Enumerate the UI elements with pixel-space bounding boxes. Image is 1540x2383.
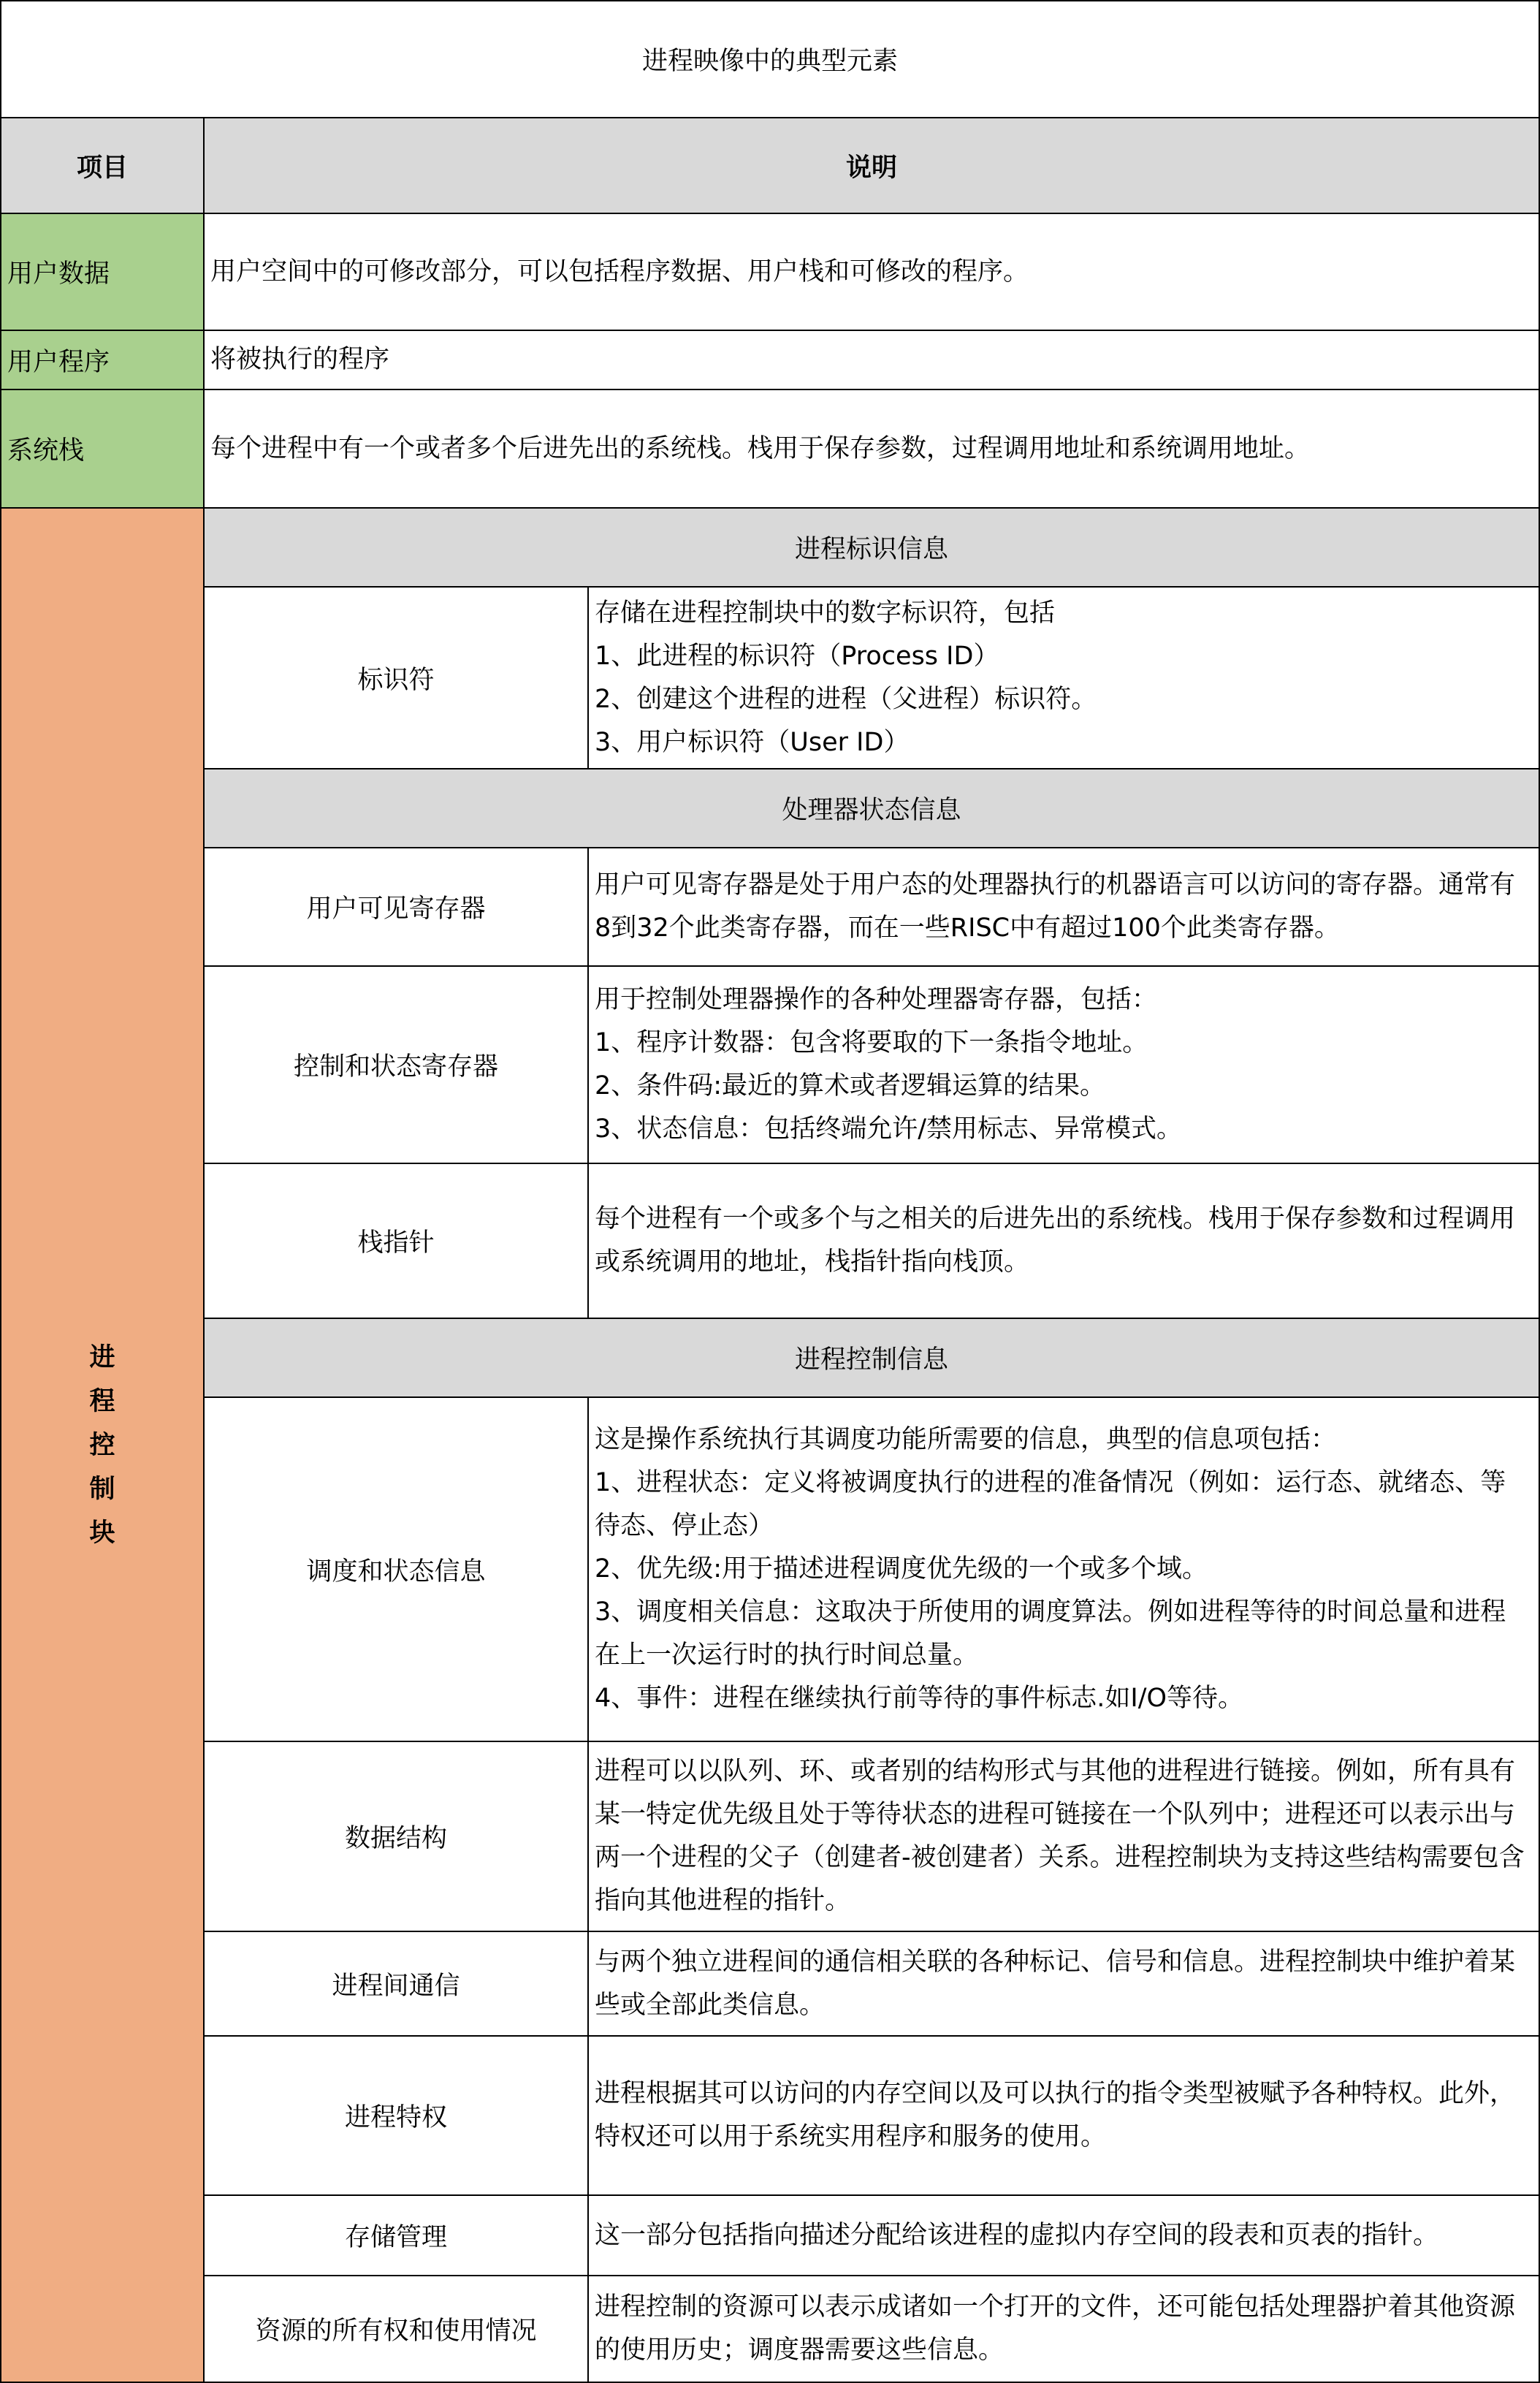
item-label-cell [205, 2037, 589, 2196]
header-item-cell [0, 118, 205, 214]
description-line: 这是操作系统执行其调度功能所需要的信息，典型的信息项包括： [595, 1425, 1337, 1454]
description-line: 用于控制处理器操作的各种处理器寄存器，包括： [595, 985, 1158, 1014]
header-description-cell [205, 118, 1540, 214]
item-label: 进程间通信 [332, 1971, 460, 2001]
user-row-description-cell [205, 214, 1540, 331]
user-row-description [210, 251, 1029, 294]
item-label-cell [205, 967, 589, 1164]
description-line: 某一特定优先级且处于等待状态的进程可链接在一个队列中；进程还可以表示出与 [595, 1800, 1516, 1829]
section-title: 进程控制信息 [794, 1345, 948, 1375]
item-description-cell [589, 1742, 1540, 1932]
description-line: 在上一次运行时的执行时间总量。 [595, 1641, 979, 1670]
description-line: 与两个独立进程间的通信相关联的各种标记、信号和信息。进程控制块中维护着某 [595, 1947, 1516, 1977]
description-line: 4、事件：进程在继续执行前等待的事件标志.如I/O等待。 [595, 1684, 1244, 1713]
description-line: 每个进程有一个或多个与之相关的后进先出的系统栈。栈用于保存参数和过程调用 [595, 1204, 1516, 1234]
item-label-cell [205, 1398, 589, 1742]
description-line: 或系统调用的地址，栈指针指向栈顶。 [595, 1247, 1030, 1277]
item-description-cell [589, 588, 1540, 769]
description-line: 2、创建这个进程的进程（父进程）标识符。 [595, 684, 1097, 714]
item-label: 资源的所有权和使用情况 [255, 2317, 537, 2346]
item-description [595, 2072, 1515, 2159]
item-label: 控制和状态寄存器 [293, 1052, 498, 1082]
description-line: 每个进程中有一个或者多个后进先出的系统栈。栈用于保存参数，过程调用地址和系统调用地址。 [210, 433, 1311, 463]
user-row-description-cell [205, 390, 1540, 509]
item-label-cell [205, 588, 589, 769]
user-row-description [210, 338, 389, 381]
description-line: 2、优先级:用于描述进程调度优先级的一个或多个域。 [595, 1554, 1208, 1584]
item-label-cell [205, 1164, 589, 1319]
section-title: 进程标识信息 [794, 535, 948, 564]
item-label: 标识符 [357, 665, 435, 695]
item-description-cell [589, 1164, 1540, 1319]
description-line: 1、此进程的标识符（Process ID） [595, 641, 999, 671]
header-item-label: 项目 [76, 153, 128, 183]
section-title: 处理器状态信息 [782, 796, 961, 825]
section-title-cell [205, 509, 1540, 588]
table-title-text: 进程映像中的典型元素 [641, 47, 898, 76]
user-row-description-cell [205, 331, 1540, 390]
description-line: 将被执行的程序 [210, 345, 390, 374]
description-line: 进程根据其可以访问的内存空间以及可以执行的指令类型被赋予各种特权。此外， [595, 2079, 1516, 2108]
description-line: 8到32个此类寄存器，而在一些RISC中有超过100个此类寄存器。 [595, 913, 1340, 943]
description-line: 进程可以以队列、环、或者别的结构形式与其他的进程进行链接。例如，所有具有 [595, 1757, 1516, 1786]
item-description [595, 1198, 1515, 1284]
item-description [595, 1418, 1506, 1720]
item-label: 存储管理 [344, 2223, 447, 2252]
item-description-cell [589, 2037, 1540, 2196]
user-row-label-cell [0, 390, 205, 509]
item-label: 调度和状态信息 [306, 1557, 486, 1586]
item-description [595, 978, 1182, 1151]
pcb-label-cell [0, 509, 205, 2383]
item-description-cell [589, 848, 1540, 967]
item-description-cell [589, 967, 1540, 1164]
section-title-cell [205, 1319, 1540, 1398]
description-line: 存储在进程控制块中的数字标识符，包括 [595, 598, 1056, 628]
description-line: 些或全部此类信息。 [595, 1990, 826, 2020]
description-line: 1、进程状态：定义将被调度执行的进程的准备情况（例如：运行态、就绪态、等 [595, 1468, 1506, 1497]
user-row-label-cell [0, 331, 205, 390]
item-description [595, 2286, 1515, 2372]
description-line: 这一部分包括指向描述分配给该进程的虚拟内存空间的段表和页表的指针。 [595, 2220, 1439, 2250]
item-label-cell [205, 2276, 589, 2383]
description-line: 3、状态信息：包括终端允许/禁用标志、异常模式。 [595, 1114, 1183, 1144]
item-description-cell [589, 2276, 1540, 2383]
item-label: 进程特权 [344, 2103, 447, 2132]
item-description [595, 2214, 1438, 2257]
description-line: 指向其他进程的指针。 [595, 1886, 851, 1915]
item-label-cell [205, 1932, 589, 2037]
pcb-label: 进程控制块 [89, 1342, 115, 1548]
table-title [0, 0, 1540, 118]
description-line: 的使用历史；调度器需要这些信息。 [595, 2336, 1005, 2365]
user-row-label: 用户程序 [7, 347, 110, 377]
item-label: 数据结构 [344, 1824, 447, 1853]
item-description [595, 592, 1097, 764]
section-title-cell [205, 769, 1540, 848]
description-line: 用户可见寄存器是处于用户态的处理器执行的机器语言可以访问的寄存器。通常有 [595, 870, 1516, 900]
description-line: 进程控制的资源可以表示成诸如一个打开的文件，还可能包括处理器护着其他资源 [595, 2292, 1516, 2322]
item-description [595, 1941, 1515, 2027]
header-description-label: 说明 [845, 153, 897, 183]
item-description-cell [589, 2196, 1540, 2276]
item-label: 用户可见寄存器 [306, 894, 486, 924]
description-line: 特权还可以用于系统实用程序和服务的使用。 [595, 2122, 1107, 2151]
item-label-cell [205, 2196, 589, 2276]
description-line: 3、用户标识符（User ID） [595, 727, 910, 757]
description-line: 用户空间中的可修改部分，可以包括程序数据、用户栈和可修改的程序。 [210, 256, 1029, 286]
description-line: 待态、停止态） [595, 1511, 774, 1540]
item-description [595, 864, 1515, 950]
user-row-label: 系统栈 [7, 436, 85, 465]
item-description-cell [589, 1398, 1540, 1742]
user-row-label-cell [0, 214, 205, 331]
item-description [595, 1750, 1525, 1923]
description-line: 两一个进程的父子（创建者-被创建者）关系。进程控制块为支持这些结构需要包含 [595, 1843, 1525, 1872]
description-line: 3、调度相关信息：这取决于所使用的调度算法。例如进程等待的时间总量和进程 [595, 1597, 1506, 1627]
item-label-cell [205, 1742, 589, 1932]
user-row-description [210, 427, 1310, 471]
description-line: 2、条件码:最近的算术或者逻辑运算的结果。 [595, 1071, 1106, 1101]
item-description-cell [589, 1932, 1540, 2037]
description-line: 1、程序计数器：包含将要取的下一条指令地址。 [595, 1028, 1148, 1057]
user-row-label: 用户数据 [7, 259, 110, 289]
item-label-cell [205, 848, 589, 967]
item-label: 栈指针 [357, 1228, 435, 1258]
